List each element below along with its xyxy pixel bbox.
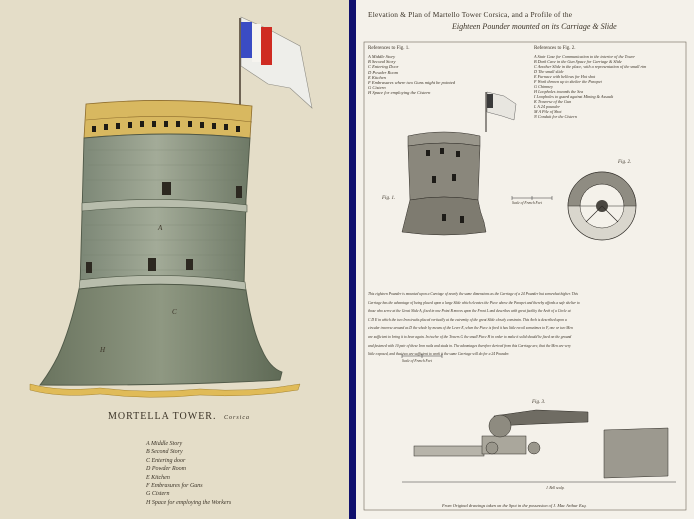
ref1-item: H Space for employing the Cistern bbox=[368, 90, 431, 96]
ref2-item: D The small slide bbox=[534, 69, 564, 74]
description-paragraph bbox=[368, 290, 580, 359]
paragraph-line: C D E in which the two Iron trucks placed vertically at the extremity of the great Slide closely constrain. This Arch is described upon a bbox=[368, 317, 567, 322]
paragraph-line: Carriage has the advantage of being placed upon a large Slide which elevates the Piece above the Parapet and thereby affords a safe shelter to bbox=[368, 300, 580, 305]
scale1-label: Scale of French Feet bbox=[512, 201, 542, 205]
ref2-item: I Loopholes to guard against Mining & Assault bbox=[534, 94, 614, 99]
engraver-credit: J. Bell sculp. bbox=[546, 486, 565, 490]
legend-item: G Cistern bbox=[146, 491, 170, 498]
plate-title-line2: Eighteen Pounder mounted on its Carriage & Slide bbox=[452, 22, 617, 31]
label-a: A bbox=[158, 224, 163, 232]
ref1-item: F Embrasures where two Guns might be pointed bbox=[368, 80, 456, 86]
label-c: C bbox=[172, 308, 177, 316]
ref2-header: References to Fig. 2. bbox=[534, 46, 576, 51]
ref1-item: A Middle Story bbox=[368, 54, 396, 59]
ref2-item: G Chimney bbox=[534, 84, 553, 89]
legend-item: H Space for employing the Workers bbox=[146, 499, 232, 506]
fig1-label: Fig. 1. bbox=[382, 196, 396, 201]
ref1-header: References to Fig. 1. bbox=[368, 46, 410, 51]
left-title-text: MORTELLA TOWER. bbox=[108, 411, 217, 422]
ref2-item: N Conduit for the Cistern bbox=[534, 114, 577, 119]
legend-item: F Embrasures for Guns bbox=[146, 483, 203, 490]
ref2-item: L A 24 pounder bbox=[534, 104, 560, 109]
left-legend bbox=[146, 440, 231, 507]
scale2-label: Scale of French Feet bbox=[402, 359, 432, 363]
ref1-list bbox=[368, 54, 455, 96]
paragraph-line: those who serve at the Great Slide A, fixed in one Point B moves upon the Front L and describes with great facility the Arch of a Circle at bbox=[368, 309, 571, 314]
legend-item: D Powder Room bbox=[146, 466, 186, 473]
ref2-item: C Another Slide in the place, with a representation of the small rim bbox=[534, 64, 647, 69]
paragraph-line: and fastened with 10 pair of these Iron nails and studs in. The advantages therefore derived from this Carriage are, that the Men are very bbox=[368, 343, 571, 348]
ref1-item: G Cistern bbox=[368, 85, 386, 91]
ref2-item: A Stair Case for Communication to the interior of the Tower bbox=[534, 54, 635, 59]
paragraph-line: This eighteen Pounder is mounted upon a Carriage of nearly the same dimensions as the Carriage of a 24 Pounder but somewhat higher. This bbox=[368, 292, 578, 296]
plate-title-line1: Elevation & Plan of Martello Tower Corsica, and a Profile of the bbox=[368, 10, 573, 19]
legend-item: E Kitchen bbox=[146, 474, 170, 481]
fig3-label: Fig. 3. bbox=[532, 400, 546, 405]
ref2-item: B Dark Cave in the Gun Space for Carriage & Slide bbox=[534, 59, 622, 64]
legend-item: A Middle Story bbox=[146, 441, 183, 447]
ref2-item: E Furnace with bellows for Hot shot bbox=[534, 74, 596, 79]
ref2-item: H Loopholes towards the Sea bbox=[534, 89, 584, 94]
ref1-item: B Second Story bbox=[368, 59, 396, 65]
ref1-item: D Powder Room bbox=[368, 69, 398, 75]
legend-item: C Entering door bbox=[146, 457, 186, 464]
ref2-list bbox=[534, 54, 646, 119]
paragraph-line: circular traverse around as D the whole by means of the Lever E, when the Piece is fired it has little recoil sometimes to F, one or two Men bbox=[368, 326, 573, 331]
paragraph-line: are sufficient to bring it to bear again. In twelve of the Towers G the small Piece H in order to make it solid should be fixed on the ground bbox=[368, 334, 572, 339]
ref1-item: E Kitchen bbox=[368, 74, 386, 80]
ref2-item: K Traverse of the Gun bbox=[534, 99, 572, 104]
left-title bbox=[108, 411, 250, 422]
ref1-item: C Entering Door bbox=[368, 64, 399, 70]
legend-item: B Second Story bbox=[146, 449, 183, 456]
right-sheet bbox=[356, 0, 694, 519]
left-subtitle: Corsica bbox=[223, 415, 250, 421]
paragraph-line: little exposed, and that two are sufficient to work it the same Carriage will do for a 24 Pounder. bbox=[368, 352, 510, 357]
label-h: H bbox=[100, 346, 106, 354]
plate-footer: From Original drawings taken on the Spot in the possession of J. Mac Arthur Esq. bbox=[442, 503, 587, 508]
ref2-item: F Work thrown up to shelter the Parapet bbox=[534, 79, 602, 84]
ref2-item: M A Pile of Shot bbox=[534, 109, 562, 114]
fig2-label: Fig. 2. bbox=[618, 160, 632, 165]
